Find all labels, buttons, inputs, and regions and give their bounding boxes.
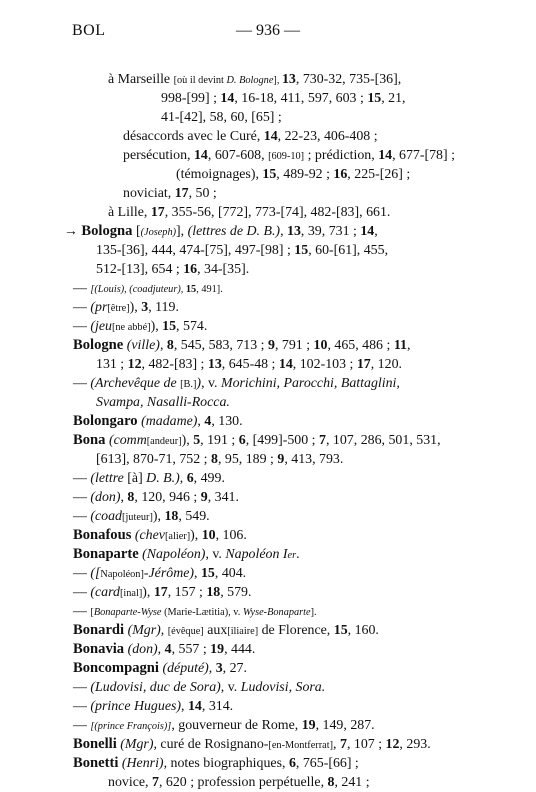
index-text: — bbox=[73, 699, 91, 714]
arrow-icon: → bbox=[64, 224, 82, 239]
index-text: 12 bbox=[385, 737, 400, 752]
index-text: 9 bbox=[200, 490, 208, 505]
index-text: [ bbox=[90, 607, 94, 618]
index-text: , curé de Rosignano- bbox=[153, 737, 269, 752]
index-line bbox=[96, 393, 230, 412]
page-number: — 936 — bbox=[236, 22, 300, 39]
index-text: (Ludovisi, duc de Sora) bbox=[90, 680, 221, 695]
index-text: 13 bbox=[281, 72, 296, 87]
index-line bbox=[73, 412, 243, 431]
index-text: , bbox=[157, 642, 165, 657]
index-headword: Bonetti bbox=[73, 755, 119, 771]
index-text: 19 bbox=[301, 718, 316, 733]
index-text: de Florence, bbox=[258, 623, 334, 638]
index-headword: Bona bbox=[73, 432, 106, 448]
index-text: [en-Montferrat] bbox=[268, 740, 334, 751]
index-text: novice, bbox=[108, 775, 152, 790]
index-text: — bbox=[73, 281, 91, 296]
running-head: BOL bbox=[72, 22, 106, 39]
index-text: (Mgr) bbox=[127, 623, 161, 638]
index-text: , 120, 946 ; bbox=[134, 490, 201, 505]
index-text: Ludovisi, Sora. bbox=[240, 680, 326, 695]
index-line bbox=[96, 260, 249, 279]
index-text: , 21, bbox=[381, 91, 406, 106]
index-text: ), bbox=[190, 528, 202, 543]
index-text: 18 bbox=[164, 509, 179, 524]
index-line bbox=[108, 70, 401, 90]
index-text: ), bbox=[142, 585, 154, 600]
index-text: , 39, 731 ; bbox=[300, 224, 361, 239]
index-text: 8 bbox=[166, 338, 174, 353]
index-line bbox=[123, 184, 217, 203]
index-text: , 404. bbox=[214, 566, 247, 581]
index-text: 11 bbox=[393, 338, 407, 353]
index-text: , 549. bbox=[178, 509, 210, 524]
index-text: 9 bbox=[268, 338, 275, 353]
index-headword: Bologna bbox=[81, 223, 133, 239]
index-text: ), bbox=[150, 319, 163, 334]
index-headword: Bolongaro bbox=[73, 413, 138, 429]
index-text: [juteur] bbox=[122, 512, 153, 523]
index-text: 13 bbox=[207, 357, 222, 372]
index-text: [inal] bbox=[119, 588, 143, 599]
index-text: (lettres de D. B.) bbox=[187, 224, 281, 239]
index-text: 512-[13], 654 ; bbox=[96, 262, 184, 277]
index-text: . bbox=[296, 547, 300, 562]
index-text: , 482-[83] ; bbox=[141, 357, 208, 372]
index-line bbox=[176, 165, 410, 184]
index-text: 13 bbox=[287, 224, 301, 239]
index-text: , bbox=[197, 414, 205, 429]
index-text: 6 bbox=[288, 756, 296, 771]
index-text: 17 bbox=[153, 585, 168, 600]
index-text: [où il devint bbox=[173, 75, 227, 86]
index-text: , 677-[78] ; bbox=[392, 148, 455, 163]
index-text: D. Bologne bbox=[226, 75, 274, 86]
index-text: , bbox=[159, 338, 167, 353]
index-text: , 444. bbox=[224, 642, 256, 657]
index-text: 14 bbox=[263, 129, 278, 144]
index-text: , 293. bbox=[399, 737, 431, 752]
index-text: , bbox=[194, 566, 201, 581]
index-text: (ville) bbox=[126, 338, 160, 353]
index-text: er bbox=[287, 550, 297, 561]
index-text: , 765-[66] ; bbox=[295, 756, 359, 771]
index-text: [(prince François)] bbox=[90, 721, 172, 732]
index-line bbox=[73, 469, 225, 488]
index-text: 17 bbox=[356, 357, 371, 372]
index-text: , 489-92 ; bbox=[276, 167, 334, 182]
index-text: , 574. bbox=[176, 319, 208, 334]
index-text: , 491]. bbox=[196, 284, 223, 295]
index-text: 14 bbox=[378, 148, 393, 163]
index-text: 8 bbox=[327, 775, 335, 790]
index-text: 15 bbox=[333, 623, 348, 638]
index-text: , bbox=[280, 224, 288, 239]
index-text: 15 bbox=[367, 91, 382, 106]
index-text: 18 bbox=[206, 585, 221, 600]
index-text: ), bbox=[152, 509, 165, 524]
index-line bbox=[73, 507, 210, 527]
index-text: , 620 ; profession perpétuelle, bbox=[158, 775, 328, 790]
index-line bbox=[161, 108, 282, 127]
index-text: , 225-[26] ; bbox=[347, 167, 411, 182]
index-text: 14 bbox=[278, 357, 293, 372]
index-text: 7 bbox=[151, 775, 159, 790]
index-text: (chev bbox=[134, 528, 165, 543]
index-text: Wyse-Bonaparte bbox=[242, 607, 311, 618]
index-text: , bbox=[374, 224, 378, 239]
index-text: , 241 ; bbox=[334, 775, 370, 790]
index-text: , notes biographiques, bbox=[163, 756, 289, 771]
index-line bbox=[123, 127, 378, 146]
page-header bbox=[0, 0, 536, 50]
index-text: [B.] bbox=[180, 379, 197, 390]
index-text: 9 bbox=[277, 452, 285, 467]
index-line bbox=[73, 279, 223, 299]
index-text: , 107 ; bbox=[346, 737, 386, 752]
index-text: , 16-18, 411, 597, 603 ; bbox=[234, 91, 368, 106]
index-text: [évêque] bbox=[167, 626, 204, 637]
index-text: persécution, bbox=[123, 148, 194, 163]
index-line bbox=[123, 146, 455, 166]
index-text: — bbox=[73, 509, 91, 524]
index-text: (Archevêque de bbox=[90, 376, 181, 391]
index-text: ) bbox=[196, 376, 202, 391]
index-text: 131 ; bbox=[96, 357, 128, 372]
index-text: , 157 ; bbox=[167, 585, 207, 600]
index-text: 4 bbox=[204, 414, 212, 429]
index-headword: Bonardi bbox=[73, 622, 125, 638]
index-text: — bbox=[73, 490, 91, 505]
index-line bbox=[73, 431, 441, 451]
index-line bbox=[73, 336, 410, 355]
index-text: — bbox=[73, 604, 91, 619]
index-text: , bbox=[179, 471, 187, 486]
index-headword: Bonafous bbox=[73, 527, 132, 543]
index-text: , 50 ; bbox=[188, 186, 217, 201]
index-text: , bbox=[120, 490, 128, 505]
index-text: 14 bbox=[220, 91, 235, 106]
index-text: Bonaparte-Wyse bbox=[93, 607, 162, 618]
index-text: [à] bbox=[127, 471, 143, 486]
index-text: 4 bbox=[164, 642, 172, 657]
index-text: 8 bbox=[127, 490, 135, 505]
index-text: 15 bbox=[162, 319, 177, 334]
index-line bbox=[108, 773, 370, 792]
index-text: aux bbox=[203, 623, 228, 638]
index-text: 16 bbox=[333, 167, 348, 182]
index-text: ), bbox=[181, 433, 194, 448]
index-text: [613], 870-71, 752 ; bbox=[96, 452, 211, 467]
index-text: ), bbox=[129, 300, 142, 315]
index-text: , bbox=[181, 699, 188, 714]
index-text: 7 bbox=[319, 433, 326, 448]
index-text: , 149, 287. bbox=[315, 718, 375, 733]
index-text: [être] bbox=[107, 303, 130, 314]
index-text: , 341. bbox=[207, 490, 239, 505]
index-line bbox=[73, 659, 247, 678]
index-line bbox=[73, 317, 207, 337]
index-text: (madame) bbox=[141, 414, 198, 429]
index-text: [andeur] bbox=[146, 436, 182, 447]
index-text: -Jérôme) bbox=[143, 566, 195, 581]
index-text: Svampa, Nasalli-Rocca. bbox=[96, 395, 230, 410]
index-headword: Bologne bbox=[73, 337, 124, 353]
index-text: (don) bbox=[127, 642, 158, 657]
index-text: (Napoléon) bbox=[142, 547, 206, 562]
index-text: 14 bbox=[187, 699, 202, 714]
index-text: , 314. bbox=[201, 699, 234, 714]
index-line bbox=[73, 716, 375, 736]
index-text: (Mgr) bbox=[120, 737, 154, 752]
index-text: 14 bbox=[193, 148, 208, 163]
index-text: [ bbox=[132, 224, 141, 239]
index-text: à Lille, bbox=[108, 205, 151, 220]
index-text: 15 bbox=[185, 284, 197, 295]
index-line bbox=[96, 241, 388, 260]
index-line bbox=[108, 203, 390, 222]
index-text: , 499. bbox=[193, 471, 225, 486]
index-text: 135-[36], 444, 474-[75], 497-[98] ; bbox=[96, 243, 295, 258]
index-line bbox=[73, 754, 359, 773]
index-text: ], bbox=[176, 224, 188, 239]
index-text: 8 bbox=[210, 452, 218, 467]
index-line bbox=[64, 222, 378, 242]
index-text: 5 bbox=[193, 433, 201, 448]
index-text: à Marseille bbox=[108, 72, 174, 87]
index-text: , 413, 793. bbox=[284, 452, 344, 467]
index-text: , 34-[35]. bbox=[197, 262, 250, 277]
index-line bbox=[73, 583, 251, 603]
index-text: , 607-608, bbox=[207, 148, 269, 163]
index-text: (Joseph) bbox=[140, 227, 177, 238]
index-text: 6 bbox=[186, 471, 194, 486]
index-text: 17 bbox=[174, 186, 189, 201]
index-text: (lettre bbox=[90, 471, 128, 486]
index-text: — bbox=[73, 471, 91, 486]
index-line bbox=[161, 89, 406, 108]
index-text: ([ bbox=[90, 566, 101, 581]
index-text: 3 bbox=[215, 661, 223, 676]
index-text: 3 bbox=[141, 300, 149, 315]
index-text: [609-10] bbox=[268, 151, 305, 162]
index-text: , 465, 486 ; bbox=[327, 338, 394, 353]
index-line bbox=[73, 640, 255, 659]
index-text: — bbox=[73, 566, 91, 581]
index-text: — bbox=[73, 319, 91, 334]
index-text: 15 bbox=[294, 243, 309, 258]
index-text: , 730-32, 735-[36], bbox=[295, 72, 402, 87]
index-text: — bbox=[73, 376, 91, 391]
index-headword: Bonavia bbox=[73, 641, 125, 657]
index-text: (pr bbox=[90, 300, 108, 315]
index-line bbox=[73, 526, 247, 546]
index-line bbox=[73, 697, 233, 716]
index-text: , 22-23, 406-408 ; bbox=[277, 129, 378, 144]
index-text: , 107, 286, 501, 531, bbox=[325, 433, 441, 448]
index-text: ; prédiction, bbox=[304, 148, 379, 163]
index-text: , v. bbox=[201, 376, 221, 391]
index-text: Napoléon] bbox=[100, 569, 144, 580]
index-line bbox=[73, 602, 317, 622]
index-text: , bbox=[160, 623, 168, 638]
index-line bbox=[73, 735, 431, 755]
index-text: , 355-56, [772], 773-[74], 482-[83], 661. bbox=[164, 205, 391, 220]
index-text: 19 bbox=[210, 642, 225, 657]
index-text: , 102-103 ; bbox=[292, 357, 357, 372]
index-text: , bbox=[208, 661, 216, 676]
index-text: , gouverneur de Rome, bbox=[171, 718, 302, 733]
index-line bbox=[73, 488, 239, 507]
index-line bbox=[73, 564, 246, 584]
index-text: , 95, 189 ; bbox=[217, 452, 278, 467]
index-text: [alier] bbox=[164, 531, 191, 542]
index-text: , bbox=[333, 737, 340, 752]
index-text: (jeu bbox=[90, 319, 112, 334]
index-text: 7 bbox=[339, 737, 347, 752]
index-text: [(Louis), (coadjuteur), bbox=[90, 284, 186, 295]
index-text: 41-[42], 58, 60, [65] ; bbox=[161, 110, 282, 125]
index-text: Morichini, Parocchi, Battaglini, bbox=[221, 376, 400, 391]
index-text: (coad bbox=[90, 509, 123, 524]
index-text: 15 bbox=[262, 167, 277, 182]
index-text: , 791 ; bbox=[274, 338, 314, 353]
index-text: — bbox=[73, 718, 91, 733]
index-line bbox=[73, 298, 179, 318]
index-text: (don) bbox=[90, 490, 121, 505]
index-text: 16 bbox=[183, 262, 198, 277]
index-line bbox=[73, 678, 325, 697]
index-text: , 120. bbox=[370, 357, 402, 372]
index-text: 12 bbox=[127, 357, 142, 372]
index-headword: Boncompagni bbox=[73, 660, 159, 676]
index-text: (Marie-Lætitia), v. bbox=[161, 607, 243, 618]
index-text: ], bbox=[273, 75, 282, 86]
index-line bbox=[96, 355, 402, 374]
index-line bbox=[73, 545, 300, 565]
index-text: (témoignages), bbox=[176, 167, 263, 182]
index-text: Napoléon I bbox=[225, 547, 288, 562]
index-text: [ne abbé] bbox=[111, 322, 151, 333]
index-text: 17 bbox=[150, 205, 165, 220]
index-text: 6 bbox=[238, 433, 246, 448]
index-text: , bbox=[406, 338, 411, 353]
index-text: 10 bbox=[201, 528, 216, 543]
index-text: , 106. bbox=[215, 528, 247, 543]
index-text: , 579. bbox=[220, 585, 252, 600]
index-text: 998-[99] ; bbox=[161, 91, 221, 106]
index-text: (card bbox=[90, 585, 120, 600]
index-text: , 545, 583, 713 ; bbox=[173, 338, 268, 353]
index-headword: Bonaparte bbox=[73, 546, 139, 562]
index-text: , 191 ; bbox=[200, 433, 239, 448]
index-text: , 557 ; bbox=[171, 642, 211, 657]
index-text: (Henri) bbox=[121, 756, 164, 771]
index-text: D. B.) bbox=[142, 471, 180, 486]
index-text: , v. bbox=[205, 547, 226, 562]
index-text: 14 bbox=[360, 224, 375, 239]
index-text: noviciat, bbox=[123, 186, 175, 201]
index-text: (prince Hugues) bbox=[90, 699, 182, 714]
index-text: (comm bbox=[108, 433, 147, 448]
index-text: ]. bbox=[310, 607, 317, 618]
index-text: , 60-[61], 455, bbox=[308, 243, 389, 258]
index-text: , v. bbox=[220, 680, 241, 695]
index-text: , [499]-500 ; bbox=[245, 433, 320, 448]
index-text: , 119. bbox=[148, 300, 179, 315]
index-headword: Bonelli bbox=[73, 736, 117, 752]
index-line bbox=[73, 621, 379, 641]
index-text: , 645-48 ; bbox=[221, 357, 279, 372]
index-text: — bbox=[73, 680, 91, 695]
index-text: — bbox=[73, 300, 91, 315]
index-text: 10 bbox=[313, 338, 328, 353]
index-line bbox=[96, 450, 343, 469]
index-text: , 130. bbox=[211, 414, 243, 429]
index-text: (député) bbox=[162, 661, 209, 676]
index-text: [iliaire] bbox=[227, 626, 259, 637]
index-text: — bbox=[73, 585, 91, 600]
index-line bbox=[73, 374, 400, 394]
index-text: , 160. bbox=[347, 623, 379, 638]
index-text: désaccords avec le Curé, bbox=[123, 129, 264, 144]
index-text: , 27. bbox=[222, 661, 247, 676]
index-text: 15 bbox=[200, 566, 215, 581]
